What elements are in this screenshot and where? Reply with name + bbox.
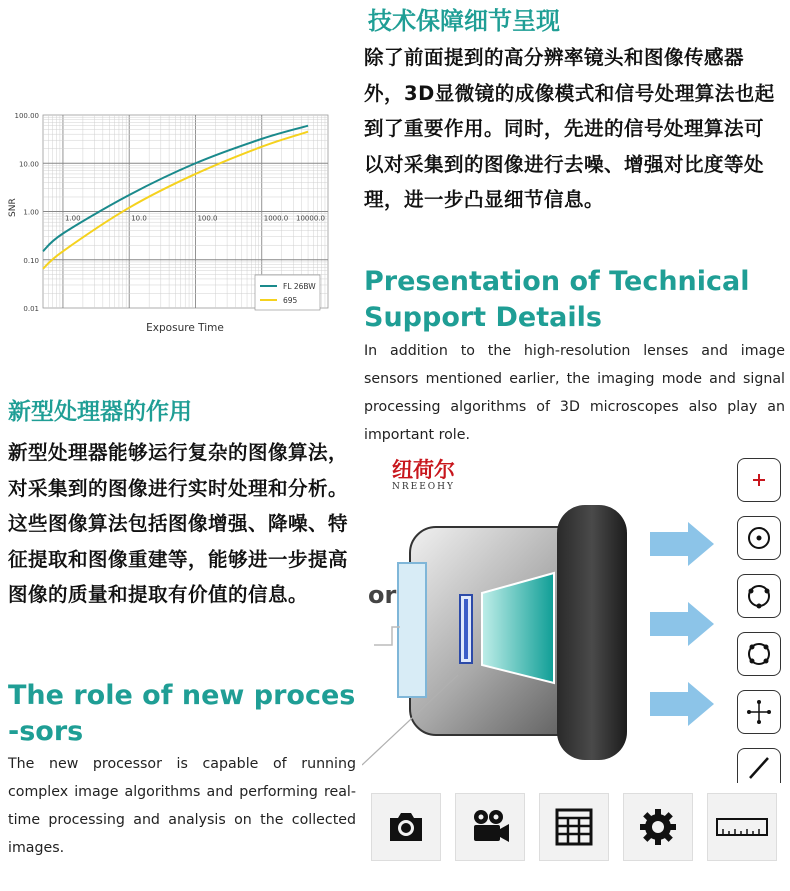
heading-zh-tech: 技术保障细节呈现 bbox=[368, 7, 560, 35]
three-point-circle-button[interactable] bbox=[737, 574, 781, 618]
y-tick-label: 0.10 bbox=[23, 256, 39, 265]
three-point-circle-icon bbox=[745, 582, 773, 610]
cross-measure-icon bbox=[745, 698, 773, 726]
x-tick-label: 1.00 bbox=[64, 214, 81, 223]
heading-en-processor: The role of new proces-sors bbox=[8, 680, 356, 747]
body-zh-tech: 除了前面提到的高分辨率镜头和图像传感器外，3D显微镜的成像模式和信号处理算法也起到了重要作用。同时，先进的信号处理算法可以对采集到的图像进行去噪、增强对比度等处理，进一步凸显细节信息。 bbox=[364, 46, 775, 211]
y-tick-label: 100.00 bbox=[14, 112, 39, 120]
arrow-right-icon bbox=[650, 522, 714, 566]
crosshair-plus-icon bbox=[749, 470, 769, 490]
grid-icon bbox=[554, 807, 594, 847]
camera-sensor-illustration bbox=[362, 495, 652, 775]
cover-glass bbox=[398, 563, 426, 697]
camera-button[interactable] bbox=[371, 793, 441, 861]
video-camera-icon bbox=[469, 807, 511, 847]
signal-arrows bbox=[648, 520, 728, 740]
circle-center-button[interactable] bbox=[737, 516, 781, 560]
ruler-button[interactable] bbox=[707, 793, 777, 861]
x-axis-label: Exposure Time bbox=[146, 322, 224, 334]
y-axis-label: SNR bbox=[8, 198, 18, 217]
arrow-right-icon bbox=[650, 682, 714, 726]
body-en-processor: The new processor is capable of running complex image algorithms and performing real-time processing and analysis on the collected images. bbox=[8, 756, 356, 856]
x-tick-label: 100.0 bbox=[197, 214, 218, 223]
x-tick-label: 1000.0 bbox=[263, 214, 289, 223]
y-tick-label: 1.00 bbox=[23, 208, 39, 217]
brand-logo bbox=[392, 458, 482, 492]
circle-center-icon bbox=[745, 524, 773, 552]
camera-icon bbox=[386, 809, 426, 845]
settings-gear-icon bbox=[638, 807, 678, 847]
light-cone bbox=[482, 573, 554, 683]
heading-en-tech: Presentation of Technical Support Details bbox=[364, 266, 750, 333]
arrow-right-icon bbox=[650, 602, 714, 646]
partial-label-text: or bbox=[368, 581, 397, 609]
grid-button[interactable] bbox=[539, 793, 609, 861]
chart-legend bbox=[255, 275, 320, 310]
video-button[interactable] bbox=[455, 793, 525, 861]
image-sensor bbox=[460, 595, 472, 663]
crosshair-plus-button[interactable] bbox=[737, 458, 781, 502]
line-tool-button[interactable] bbox=[737, 748, 781, 783]
ruler-icon bbox=[715, 815, 769, 839]
cross-measure-button[interactable] bbox=[737, 690, 781, 734]
line-tool-icon bbox=[745, 752, 773, 780]
heading-zh-processor: 新型处理器的作用 bbox=[8, 399, 192, 425]
settings-button[interactable] bbox=[623, 793, 693, 861]
legend-label-1: FL 26BW bbox=[283, 282, 316, 291]
body-en-tech: In addition to the high-resolution lenses and image sensors mentioned earlier, the imaging mode and signal processing algorithms of 3D microscopes also play an important role. bbox=[364, 343, 785, 443]
four-point-circle-button[interactable] bbox=[737, 632, 781, 676]
brand-name-zh: 纽荷尔 bbox=[392, 457, 455, 482]
snr-chart bbox=[0, 95, 355, 345]
body-zh-processor: 新型处理器能够运行复杂的图像算法，对采集到的图像进行实时处理和分析。这些图像算法包括图像增强、降噪、特征提取和图像重建等，能够进一步提高图像的质量和提取有价值的信息。 bbox=[8, 441, 349, 606]
legend-label-2: 695 bbox=[283, 296, 298, 305]
four-point-circle-icon bbox=[745, 640, 773, 668]
y-tick-label: 10.00 bbox=[18, 160, 39, 169]
x-tick-label: 10000.0 bbox=[296, 214, 325, 223]
x-tick-label: 10.0 bbox=[131, 214, 147, 223]
y-tick-label: 0.01 bbox=[23, 305, 39, 313]
brand-name-en: NREEOHY bbox=[392, 482, 455, 492]
